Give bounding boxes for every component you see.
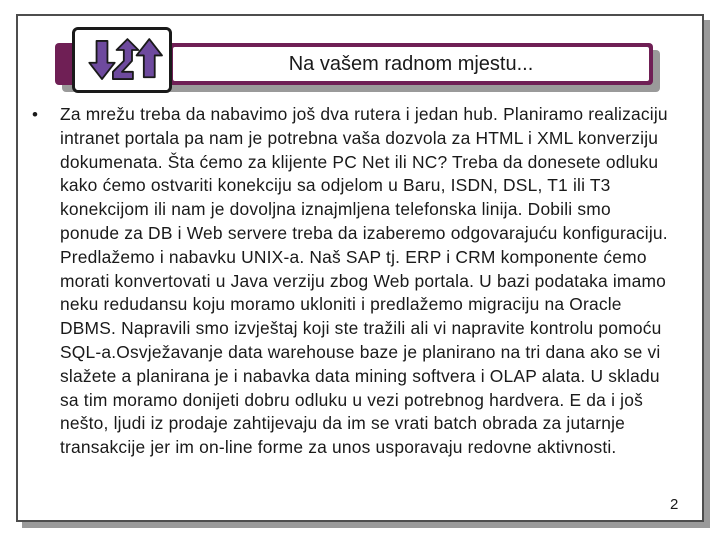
bullet-text: Za mrežu treba da nabavimo još dva rutera i jedan hub. Planiramo realizaciju intranet portala pa nam je potrebna vaša dozvola za HTML i XML konverziju dokumenata. Šta ćemo za klijente PC Net ili NC? Treba da donesete odluku kako ćemo ostvariti konekciju sa odjelom u Baru, ISDN, DSL, T1 ili T3 konekcijom ili nam je dovoljna iznajmljena telefonska linija. Dobili smo ponude za DB i Web servere treba da izaberemo odgovarajuću konfiguraciju. Predlažemo i nabavku UNIX-a. Naš SAP tj. ERP i CRM komponente ćemo morati konvertovati u Java verziju zbog Web portala. U bazi podataka imamo neku redudansu koju moramo ukloniti i predlažemo migraciju na Oracle DBMS. Napravili smo izvještaj koji ste tražili ali vi napravite kontrolu pomoću SQL-a.Osvježavanje data warehouse baze je planirano na tri dana ako se vi slažete a planirana je i nabavka data mining softvera i OLAP alata. U skladu sa tim moramo donijeti dobru odluku u vezi potrebnog hardvera. E da i još nešto, ljudi iz prodaje zahtijevaju da im se vrati batch obrada za jutarnje transakcije jer im on-line forme za unos usporavaju redovne aktivnosti. xyxy=(60,104,668,458)
page-number: 2 xyxy=(670,496,679,513)
bullet-dot-icon: • xyxy=(32,105,38,124)
slide-content xyxy=(30,103,670,460)
slide-title: Na vašem radnom mjestu... xyxy=(173,47,649,81)
bullet-item xyxy=(30,103,670,460)
network-arrows-logo-icon xyxy=(72,27,172,93)
